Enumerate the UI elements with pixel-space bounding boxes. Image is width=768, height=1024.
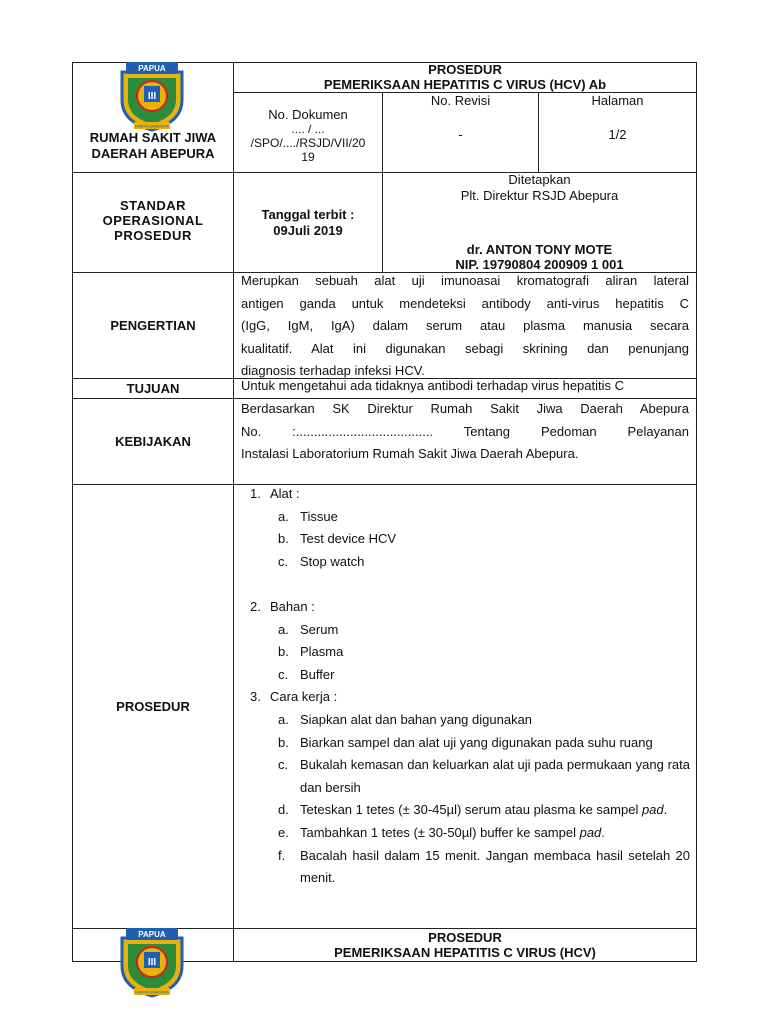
tujuan-label: TUJUAN	[126, 381, 180, 396]
logo-motto: KARYA SWADAYA	[135, 123, 169, 129]
approved-label: Ditetapkan	[508, 172, 571, 187]
revision-label: No. Revisi	[430, 93, 491, 108]
sop-label-line: STANDAR	[119, 198, 187, 213]
prosedur-label: PROSEDUR	[116, 699, 190, 714]
doc-no-label: No. Dokumen	[268, 107, 348, 122]
page-label: Halaman	[591, 93, 644, 108]
title-line: PROSEDUR	[428, 930, 502, 945]
item-letter: a.	[278, 621, 289, 637]
title-line: PEMERIKSAAN HEPATITIS C VIRUS (HCV) Ab	[323, 77, 607, 92]
doc-no-value: /SPO/..../RSJD/VII/20	[250, 136, 366, 150]
list-item	[242, 551, 690, 574]
list-item	[242, 799, 690, 822]
list-item	[242, 709, 690, 732]
procedure-list	[242, 483, 690, 890]
section-title: Cara kerja :	[270, 689, 338, 705]
item-text: Siapkan alat dan bahan yang digunakan	[300, 711, 533, 727]
item-text: Plasma	[300, 644, 344, 660]
item-text: Tissue	[300, 508, 338, 524]
pengertian-label: PENGERTIAN	[110, 318, 196, 333]
list-item	[242, 664, 690, 687]
issue-date-value: 09Juli 2019	[273, 223, 343, 238]
tujuan-text: Untuk mengetahui ada tidaknya antibodi terhadap virus hepatitis C	[241, 378, 625, 393]
revision-value: -	[458, 127, 463, 142]
document-title	[234, 62, 696, 92]
item-text-part: Teteskan 1 tetes (± 30-45µl) serum atau plasma ke sampel	[300, 802, 642, 818]
item-letter: c.	[278, 553, 289, 569]
signer-name: dr. ANTON TONY MOTE	[466, 242, 613, 257]
list-item	[242, 619, 690, 642]
title-line: PROSEDUR	[428, 62, 502, 77]
item-letter: a.	[278, 711, 289, 727]
list-item	[242, 732, 690, 755]
text-line: Berdasarkan SK Direktur Rumah Sakit Jiwa Daerah Abepura	[241, 401, 689, 416]
sop-label-line: OPERASIONAL	[102, 213, 204, 228]
section-bahan	[242, 596, 690, 619]
text-line: antigen ganda untuk mendeteksi antibody anti-virus hepatitis C	[241, 295, 689, 311]
list-item	[242, 506, 690, 529]
signer-nip: NIP. 19790804 200909 1 001	[455, 257, 624, 272]
papua-logo	[112, 60, 192, 132]
logo-motto: KARYA SWADAYA	[135, 989, 169, 995]
text-line: Merupkan sebuah alat uji imunoasai kromatografi aliran lateral	[241, 273, 689, 288]
logo-numeral: III	[147, 957, 157, 968]
list-item	[242, 845, 690, 890]
logo-numeral: III	[147, 91, 157, 102]
item-letter: e.	[278, 824, 289, 840]
footer-title	[234, 930, 696, 960]
papua-logo	[112, 926, 192, 998]
item-text: Bacalah hasil dalam 15 menit. Jangan membaca hasil setelah 20 menit.	[300, 847, 690, 886]
item-text: Serum	[300, 621, 339, 637]
item-text-emphasis: pad	[579, 824, 602, 840]
list-item	[242, 822, 690, 845]
approval-block	[383, 172, 696, 204]
text-line: diagnosis terhadap infeksi HCV.	[241, 363, 425, 379]
item-letter: f.	[278, 847, 286, 863]
text-line: No. :...................................... Tentang Pedoman Pelayanan	[241, 423, 689, 439]
logo-banner-text: PAPUA	[138, 64, 166, 73]
doc-no-value: .... / ...	[291, 122, 325, 136]
page-value: 1/2	[608, 127, 627, 142]
section-number: 1.	[250, 486, 261, 501]
logo-banner-text: PAPUA	[138, 930, 166, 939]
hospital-name	[73, 130, 233, 162]
item-letter: c.	[278, 757, 289, 773]
approved-by-title: Plt. Direktur RSJD Abepura	[460, 188, 619, 203]
list-item	[242, 641, 690, 664]
section-alat	[242, 483, 690, 506]
item-letter: b.	[278, 734, 289, 750]
doc-no-value: 19	[301, 150, 315, 164]
section-title: Bahan :	[270, 598, 315, 614]
table-column-rule	[233, 62, 234, 962]
item-text: Test device HCV	[300, 531, 397, 547]
item-text	[300, 799, 690, 822]
item-text: Bukalah kemasan dan keluarkan alat uji pada permukaan yang rata dan bersih	[300, 757, 690, 795]
item-text-part: .	[663, 802, 668, 818]
document-number	[234, 108, 382, 164]
kebijakan-text	[241, 398, 689, 466]
title-line: PEMERIKSAAN HEPATITIS C VIRUS (HCV)	[334, 945, 596, 960]
table-border-right	[696, 62, 697, 962]
list-item	[242, 754, 690, 799]
sop-label-line: PROSEDUR	[114, 228, 192, 243]
section-cara-kerja	[242, 686, 690, 709]
signer-block	[383, 242, 696, 272]
text-line: (IgG, IgM, IgA) dalam serum atau plasma manusia secara	[241, 318, 689, 334]
item-text	[300, 822, 690, 845]
issue-date-block	[234, 207, 382, 239]
hospital-name-line: DAERAH ABEPURA	[91, 146, 215, 161]
section-title: Alat :	[270, 486, 300, 501]
text-line: kualitatif. Alat ini digunakan sebagi skrining dan penunjang	[241, 340, 689, 356]
item-text: Biarkan sampel dan alat uji yang digunakan pada suhu ruang	[300, 734, 653, 750]
item-letter: b.	[278, 644, 289, 660]
list-item	[242, 528, 690, 551]
item-text-part: .	[601, 824, 605, 840]
sop-label	[73, 198, 233, 243]
item-text: Buffer	[300, 666, 335, 682]
item-letter: d.	[278, 802, 289, 818]
item-letter: a.	[278, 508, 289, 524]
section-number: 2.	[250, 598, 261, 614]
item-text-part: Tambahkan 1 tetes (± 30-50µl) buffer ke sampel	[300, 824, 580, 840]
pengertian-text	[241, 270, 689, 383]
section-number: 3.	[250, 689, 261, 705]
table-border-left	[72, 62, 73, 962]
item-text: Stop watch	[300, 553, 365, 569]
item-letter: b.	[278, 531, 289, 547]
item-text-emphasis: pad	[641, 802, 664, 818]
item-letter: c.	[278, 666, 289, 682]
text-line: Instalasi Laboratorium Rumah Sakit Jiwa Daerah Abepura.	[241, 446, 579, 462]
issue-date-label: Tanggal terbit :	[261, 207, 355, 222]
kebijakan-label: KEBIJAKAN	[115, 434, 191, 449]
hospital-name-line: RUMAH SAKIT JIWA	[89, 130, 217, 145]
